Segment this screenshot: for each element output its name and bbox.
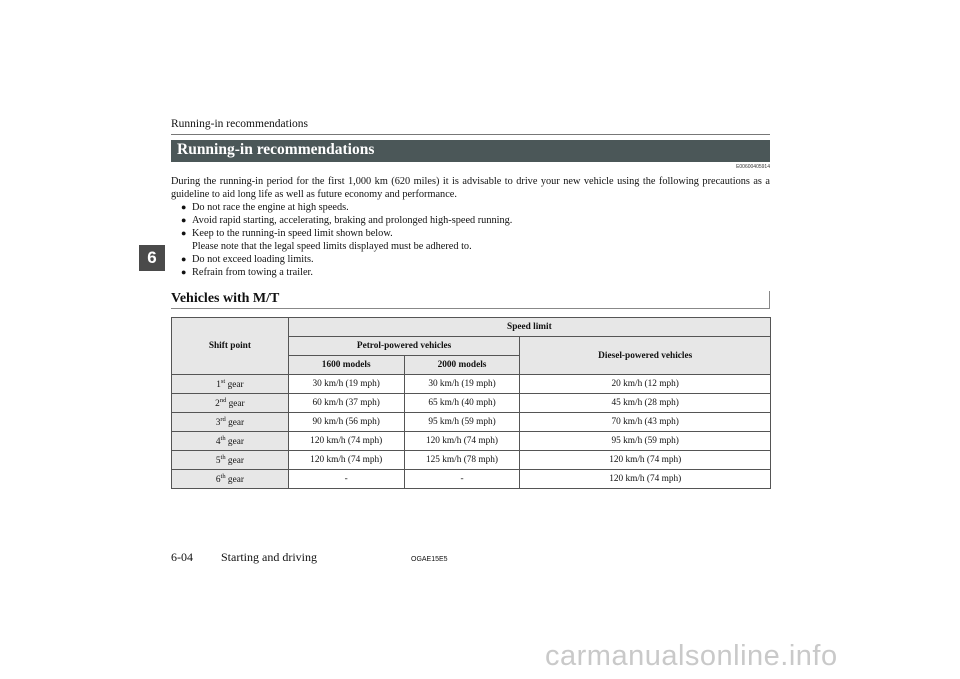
diesel-header: Diesel-powered vehicles [520, 337, 771, 375]
bullet-dot-icon: ● [181, 215, 187, 225]
intro-paragraph: During the running-in period for the first 1,000 km (620 miles) it is advisable to drive your new vehicle using the following precautions as a guideline to aid long life as well as future economy and performance. [171, 176, 770, 200]
petrol-header: Petrol-powered vehicles [288, 337, 520, 356]
chapter-tab: 6 [139, 245, 165, 271]
diesel-cell: 70 km/h (43 mph) [520, 413, 771, 432]
list-item [181, 253, 761, 266]
speed-limit-header: Speed limit [288, 318, 770, 337]
shift-point-header: Shift point [172, 318, 289, 375]
footer-page-number: 6-04 [171, 550, 193, 564]
petrol-1600-cell: 60 km/h (37 mph) [288, 394, 404, 413]
bullet-dot-icon: ● [181, 254, 187, 264]
footer-doc-code: OGAE15E5 [411, 556, 448, 563]
model-1600-header: 1600 models [288, 356, 404, 375]
petrol-2000-cell: 30 km/h (19 mph) [404, 375, 520, 394]
model-2000-header: 2000 models [404, 356, 520, 375]
diesel-cell: 20 km/h (12 mph) [520, 375, 771, 394]
gear-cell: 6th gear [172, 470, 289, 489]
gear-cell: 4th gear [172, 432, 289, 451]
diesel-cell: 120 km/h (74 mph) [520, 451, 771, 470]
gear-cell: 5th gear [172, 451, 289, 470]
table-row [172, 394, 771, 413]
gear-cell: 1st gear [172, 375, 289, 394]
list-item [181, 227, 761, 240]
header-rule [171, 134, 770, 135]
list-item-text: Do not exceed loading limits. [192, 254, 314, 265]
petrol-1600-cell: 120 km/h (74 mph) [288, 451, 404, 470]
table-row [172, 451, 771, 470]
list-item [181, 266, 761, 279]
diesel-cell: 45 km/h (28 mph) [520, 394, 771, 413]
petrol-2000-cell: 125 km/h (78 mph) [404, 451, 520, 470]
running-head: Running-in recommendations [171, 118, 309, 130]
precaution-list [181, 201, 761, 279]
bullet-dot-icon: ● [181, 228, 187, 238]
petrol-1600-cell: - [288, 470, 404, 489]
subsection-rule-end [769, 291, 770, 309]
list-item [181, 201, 761, 214]
table-row [172, 432, 771, 451]
gear-cell: 2nd gear [172, 394, 289, 413]
petrol-2000-cell: 120 km/h (74 mph) [404, 432, 520, 451]
list-item-text: Avoid rapid starting, accelerating, braking and prolonged high-speed running. [192, 215, 513, 226]
table-row [172, 413, 771, 432]
bullet-dot-icon: ● [181, 202, 187, 212]
list-item [181, 214, 761, 227]
footer-chapter-title: Starting and driving [221, 550, 317, 564]
subsection-title: Vehicles with M/T [171, 291, 280, 306]
petrol-2000-cell: 65 km/h (40 mph) [404, 394, 520, 413]
petrol-2000-cell: - [404, 470, 520, 489]
petrol-1600-cell: 120 km/h (74 mph) [288, 432, 404, 451]
diesel-cell: 120 km/h (74 mph) [520, 470, 771, 489]
reference-code: E00600405914 [736, 164, 770, 170]
list-item-note: Please note that the legal speed limits displayed must be adhered to. [192, 241, 472, 252]
petrol-2000-cell: 95 km/h (59 mph) [404, 413, 520, 432]
bullet-dot-icon: ● [181, 267, 187, 277]
site-watermark: carmanualsonline.info [545, 640, 838, 672]
section-title-bar [171, 140, 770, 162]
diesel-cell: 95 km/h (59 mph) [520, 432, 771, 451]
petrol-1600-cell: 30 km/h (19 mph) [288, 375, 404, 394]
subsection-rule [171, 308, 770, 309]
table-row [172, 375, 771, 394]
section-title: Running-in recommendations [177, 141, 375, 158]
list-item-text: Keep to the running-in speed limit shown below. [192, 228, 393, 239]
gear-cell: 3rd gear [172, 413, 289, 432]
table-row [172, 470, 771, 489]
list-item-text: Refrain from towing a trailer. [192, 267, 313, 278]
list-item-text: Do not race the engine at high speeds. [192, 202, 349, 213]
speed-limit-table [171, 317, 771, 489]
petrol-1600-cell: 90 km/h (56 mph) [288, 413, 404, 432]
